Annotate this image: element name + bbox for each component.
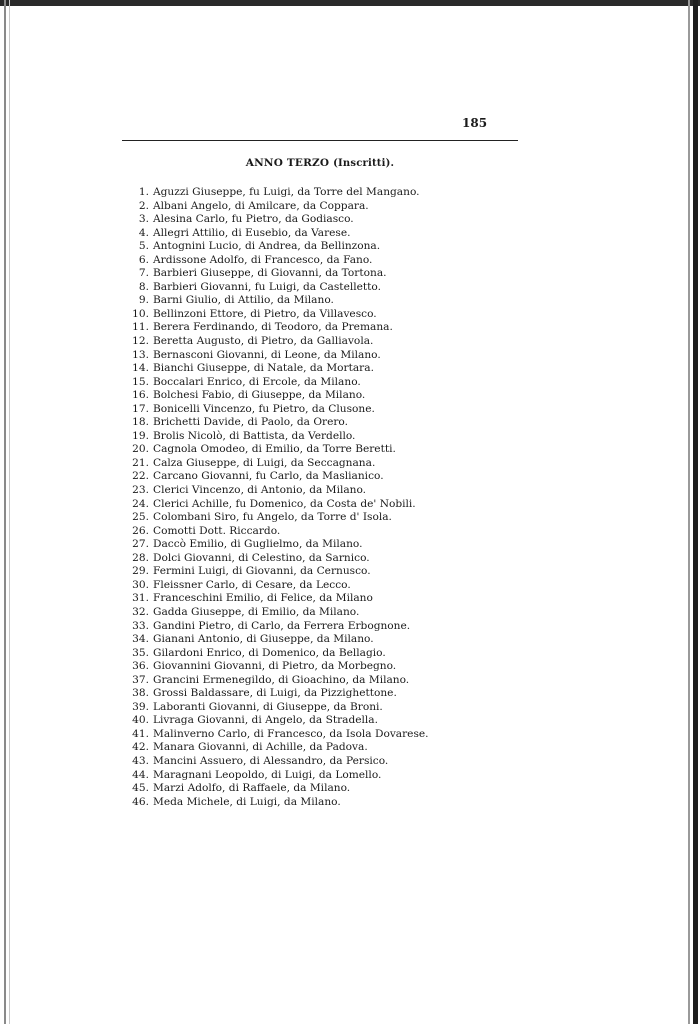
section-heading: [122, 157, 518, 169]
entry-number: 38.: [132, 687, 149, 700]
entry-text: Mancini Assuero, di Alessandro, da Persico.: [153, 754, 389, 767]
entry-text: Daccò Emilio, di Guglielmo, da Milano.: [153, 538, 363, 551]
entry-number: 39.: [132, 700, 149, 713]
entry-text: Carcano Giovanni, fu Carlo, da Maslianico.: [153, 470, 384, 483]
entry-text: Bolchesi Fabio, di Giuseppe, da Milano.: [153, 389, 366, 402]
entry-number: 34.: [132, 633, 149, 646]
list-item: [122, 728, 462, 742]
entry-text: Bianchi Giuseppe, di Natale, da Mortara.: [153, 362, 374, 375]
list-item: [122, 349, 462, 363]
list-item: [122, 525, 462, 539]
entry-number: 6.: [138, 253, 149, 266]
list-item: [122, 769, 462, 783]
entry-text: Fleissner Carlo, di Cesare, da Lecco.: [153, 578, 351, 591]
list-item: [122, 294, 462, 308]
entry-text: Barbieri Giuseppe, di Giovanni, da Tortona.: [153, 267, 387, 280]
entry-text: Maragnani Leopoldo, di Luigi, da Lomello.: [153, 768, 382, 781]
entry-text: Allegri Attilio, di Eusebio, da Varese.: [153, 226, 351, 239]
entry-number: 32.: [132, 605, 149, 618]
entry-number: 18.: [132, 416, 149, 429]
entry-text: Fermini Luigi, di Giovanni, da Cernusco.: [153, 565, 371, 578]
entry-text: Albani Angelo, di Amilcare, da Coppara.: [153, 199, 369, 212]
list-item: [122, 240, 462, 254]
entry-text: Calza Giuseppe, di Luigi, da Seccagnana.: [153, 456, 376, 469]
entry-text: Comotti Dott. Riccardo.: [153, 524, 281, 537]
entry-number: 1.: [138, 186, 149, 198]
entry-text: Colombani Siro, fu Angelo, da Torre d' Isola.: [153, 511, 392, 524]
entry-text: Cagnola Omodeo, di Emilio, da Torre Beretti.: [153, 443, 396, 456]
list-item: [122, 267, 462, 281]
list-item: [122, 321, 462, 335]
list-item: [122, 498, 462, 512]
entry-number: 4.: [138, 226, 149, 239]
entry-text: Meda Michele, di Luigi, da Milano.: [153, 795, 341, 808]
list-item: [122, 227, 462, 241]
list-item: [122, 606, 462, 620]
list-item: [122, 620, 462, 634]
entry-text: Aguzzi Giuseppe, fu Luigi, da Torre del Mangano.: [153, 186, 420, 198]
entry-number: 9.: [138, 294, 149, 307]
entry-text: Livraga Giovanni, di Angelo, da Stradella.: [153, 714, 378, 727]
entry-text: Bonicelli Vincenzo, fu Pietro, da Clusone.: [153, 402, 375, 415]
list-item: [122, 687, 462, 701]
entry-number: 42.: [132, 741, 149, 754]
list-item: [122, 362, 462, 376]
list-item: [122, 389, 462, 403]
list-item: [122, 376, 462, 390]
list-item: [122, 335, 462, 349]
entry-text: Marzi Adolfo, di Raffaele, da Milano.: [153, 782, 351, 795]
page-right-edge: [693, 0, 698, 1024]
list-item: [122, 416, 462, 430]
list-item: [122, 741, 462, 755]
list-item: [122, 579, 462, 593]
entry-number: 14.: [132, 362, 149, 375]
entry-number: 37.: [132, 673, 149, 686]
list-item: [122, 484, 462, 498]
entry-text: Malinverno Carlo, di Francesco, da Isola Dovarese.: [153, 727, 429, 740]
list-item: [122, 281, 462, 295]
list-item: [122, 796, 462, 810]
entry-number: 30.: [132, 578, 149, 591]
entry-number: 19.: [132, 429, 149, 442]
entry-number: 45.: [132, 782, 149, 795]
list-item: [122, 403, 462, 417]
list-item: [122, 714, 462, 728]
entry-number: 29.: [132, 565, 149, 578]
entry-number: 17.: [132, 402, 149, 415]
entry-text: Dolci Giovanni, di Celestino, da Sarnico.: [153, 551, 370, 564]
entry-text: Gadda Giuseppe, di Emilio, da Milano.: [153, 605, 360, 618]
list-item: [122, 200, 462, 214]
entry-text: Gianani Antonio, di Giuseppe, da Milano.: [153, 633, 374, 646]
list-item: [122, 647, 462, 661]
list-item: [122, 552, 462, 566]
page-number: 185: [462, 116, 488, 130]
student-list: [122, 186, 462, 809]
list-item: [122, 308, 462, 322]
entry-text: Brolis Nicolò, di Battista, da Verdello.: [153, 429, 356, 442]
list-item: [122, 443, 462, 457]
header-rule: [122, 140, 518, 141]
entry-number: 27.: [132, 538, 149, 551]
list-item: [122, 633, 462, 647]
list-item: [122, 457, 462, 471]
list-item: [122, 186, 462, 200]
entry-number: 20.: [132, 443, 149, 456]
list-item: [122, 213, 462, 227]
page-left-edge-shadow: [9, 0, 10, 1024]
list-item: [122, 511, 462, 525]
entry-text: Bernasconi Giovanni, di Leone, da Milano.: [153, 348, 381, 361]
entry-number: 44.: [132, 768, 149, 781]
entry-number: 8.: [138, 280, 149, 293]
entry-number: 46.: [132, 795, 149, 808]
entry-number: 10.: [132, 307, 149, 320]
entry-number: 12.: [132, 335, 149, 348]
entry-text: Barbieri Giovanni, fu Luigi, da Castelletto.: [153, 280, 381, 293]
entry-text: Giovannini Giovanni, di Pietro, da Morbegno.: [153, 660, 397, 673]
entry-number: 36.: [132, 660, 149, 673]
entry-number: 5.: [138, 240, 149, 253]
entry-number: 7.: [138, 267, 149, 280]
entry-text: Gilardoni Enrico, di Domenico, da Bellagio.: [153, 646, 386, 659]
entry-text: Ardissone Adolfo, di Francesco, da Fano.: [153, 253, 373, 266]
entry-number: 25.: [132, 511, 149, 524]
list-item: [122, 538, 462, 552]
entry-number: 43.: [132, 754, 149, 767]
list-item: [122, 254, 462, 268]
entry-text: Brichetti Davide, di Paolo, da Orero.: [153, 416, 348, 429]
entry-text: Gandini Pietro, di Carlo, da Ferrera Erbognone.: [153, 619, 411, 632]
entry-text: Antognini Lucio, di Andrea, da Bellinzona.: [153, 240, 381, 253]
entry-text: Barni Giulio, di Attilio, da Milano.: [153, 294, 334, 307]
entry-text: Beretta Augusto, di Pietro, da Galliavola.: [153, 335, 374, 348]
entry-number: 26.: [132, 524, 149, 537]
entry-text: Franceschini Emilio, di Felice, da Milano: [153, 592, 373, 605]
entry-number: 13.: [132, 348, 149, 361]
section-subtitle: (Inscritti).: [333, 158, 395, 169]
entry-number: 28.: [132, 551, 149, 564]
entry-text: Laboranti Giovanni, di Giuseppe, da Broni.: [153, 700, 383, 713]
entry-number: 22.: [132, 470, 149, 483]
list-item: [122, 430, 462, 444]
entry-number: 3.: [138, 213, 149, 226]
entry-text: Manara Giovanni, di Achille, da Padova.: [153, 741, 368, 754]
entry-text: Boccalari Enrico, di Ercole, da Milano.: [153, 375, 361, 388]
list-item: [122, 701, 462, 715]
entry-text: Alesina Carlo, fu Pietro, da Godiasco.: [153, 213, 354, 226]
page-left-edge: [4, 0, 6, 1024]
page-top-edge: [0, 0, 700, 6]
page-right-edge-shadow: [688, 0, 690, 1024]
entry-number: 33.: [132, 619, 149, 632]
entry-number: 40.: [132, 714, 149, 727]
entry-text: Clerici Vincenzo, di Antonio, da Milano.: [153, 484, 367, 497]
entry-number: 11.: [132, 321, 149, 334]
entry-text: Grancini Ermenegildo, di Gioachino, da Milano.: [153, 673, 410, 686]
entry-text: Berera Ferdinando, di Teodoro, da Premana.: [153, 321, 393, 334]
entry-number: 41.: [132, 727, 149, 740]
list-item: [122, 674, 462, 688]
list-item: [122, 782, 462, 796]
list-item: [122, 592, 462, 606]
entry-text: Clerici Achille, fu Domenico, da Costa de' Nobili.: [153, 497, 416, 510]
entry-number: 15.: [132, 375, 149, 388]
entry-number: 31.: [132, 592, 149, 605]
entry-number: 23.: [132, 484, 149, 497]
entry-number: 2.: [138, 199, 149, 212]
list-item: [122, 470, 462, 484]
list-item: [122, 660, 462, 674]
entry-number: 21.: [132, 456, 149, 469]
entry-text: Grossi Baldassare, di Luigi, da Pizzighettone.: [153, 687, 397, 700]
entry-text: Bellinzoni Ettore, di Pietro, da Villavesco.: [153, 307, 377, 320]
entry-number: 35.: [132, 646, 149, 659]
list-item: [122, 755, 462, 769]
section-title: ANNO TERZO: [245, 157, 330, 169]
list-item: [122, 565, 462, 579]
entry-number: 24.: [132, 497, 149, 510]
entry-number: 16.: [132, 389, 149, 402]
